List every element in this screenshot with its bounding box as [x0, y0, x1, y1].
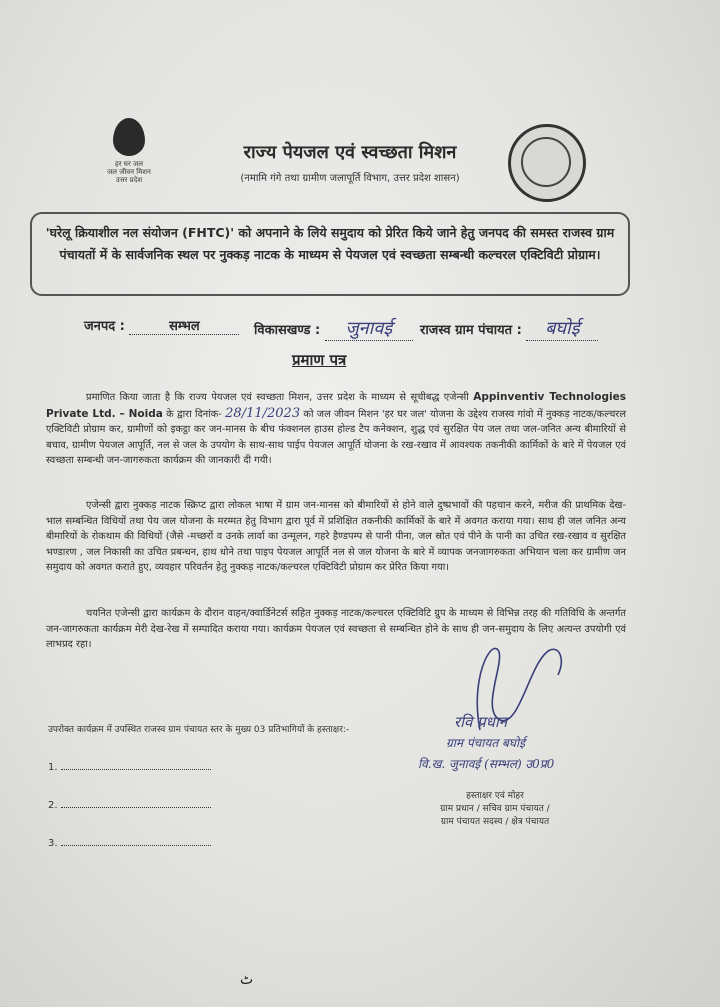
witness-signature-2	[61, 807, 211, 808]
witness-line-2	[48, 800, 211, 811]
signature-designation	[410, 790, 580, 829]
block-label: विकासखण्ड :	[254, 323, 321, 338]
village-value: बघोई	[526, 316, 598, 341]
district-value: सम्भल	[129, 316, 239, 335]
witness-number-2: 2.	[48, 800, 58, 811]
witness-number-1: 1.	[48, 762, 58, 773]
agency-name: Appinventiv Technologies Private Ltd. – Noida	[46, 391, 626, 420]
stamp-name: रवि प्रधान	[454, 713, 508, 731]
witness-number-3: 3.	[48, 838, 58, 849]
stamp-panchayat: ग्राम पंचायत बघोई	[446, 736, 525, 750]
mission-title: राज्य पेयजल एवं स्वच्छता मिशन	[243, 142, 457, 163]
para1-body: को जल जीवन मिशन 'हर घर जल' योजना के उद्देश्य राजस्व गांवो में नुक्कड़ नाटक/कल्चरल एक्टिविटी प्रोग्राम कर, ग्रामीणों को इकट्ठा कर जन-मानस के बीच फंक्शनल हाउस होल्ड टैप कनेक्शन, शुद्ध एवं सुरक्षित पेय जल तथा जल-जनित अन्य बीमारियों से बचाव, ग्रामीण पेयजल आपूर्ति, नल से जल के उपयोग के साथ-साथ पाईप पेयजल आपूर्ति योजना के रख-रखाव में आवश्यक तकनीकी कार्मिकों के बारे में पेयजल एवं स्वच्छता सम्बन्धी जन-जागरुकता कार्यक्रम की जानकारी दी गयी।	[46, 408, 626, 466]
witness-line-1	[48, 762, 211, 773]
footer-mark: ٹ	[240, 972, 254, 988]
paragraph-3: चयनित एजेन्सी द्वारा कार्यक्रम के दौरान वाहन/क्वार्डिनेटर्स सहित नुक्कड़ नाटक/कल्चरल एक्टिविटि ग्रुप के माध्यम से विभिन्न तरह की गतिविधि के अन्तर्गत जन-जागरुकता कार्यक्रम मेरी देख-रेख में सम्पादित कराया गया। कार्यक्रम पेयजल एवं स्वच्छता से सम्बन्धित होने के साथ ही जन-समुदाय के लिए अत्यन्त उपयोगी एवं लाभप्रद रहा।	[46, 608, 626, 650]
witness-signature-3	[61, 845, 211, 846]
village-label: राजस्व ग्राम पंचायत :	[420, 323, 522, 338]
water-drop-icon	[113, 118, 145, 156]
district-label: जनपद :	[84, 319, 125, 334]
designation-line-1: ग्राम प्रधान / सचिव ग्राम पंचायत /	[440, 804, 550, 814]
district-field	[84, 316, 239, 335]
village-field	[420, 316, 598, 341]
para1-intro: प्रमाणित किया जाता है कि राज्य पेयजल एवं स्वच्छता मिशन, उत्तर प्रदेश के माध्यम से सूचीबद्ध एजेन्सी	[86, 392, 469, 403]
logo-tagline: हर घर जल जल जीवन मिशन उत्तर प्रदेश	[107, 160, 151, 184]
witness-signature-1	[61, 769, 211, 770]
program-title-box: 'घरेलू क्रियाशील नल संयोजन (FHTC)' को अपनाने के लिये समुदाय को प्रेरित किये जाने हेतु जनपद की समस्त राजस्व ग्राम पंचायतों में के सार्वजनिक स्थल पर नुक्कड़ नाटक के माध्यम से पेयजल एवं स्वच्छता सम्बन्धी कल्चरल एक्टिविटी प्रोग्राम।	[30, 212, 630, 296]
jal-jeevan-mission-logo	[96, 118, 162, 198]
seal-emblem-icon	[521, 137, 571, 187]
program-date: 28/11/2023	[225, 405, 301, 421]
block-value: जुनावई	[325, 316, 413, 341]
witness-intro: उपरोक्त कार्यक्रम में उपस्थित राजस्व ग्राम पंचायत स्तर के मुख्य 03 प्रतिभागियों के हस्ताक्षर:-	[48, 725, 350, 735]
sign-and-seal-label: हस्ताक्षर एवं मोहर	[466, 791, 524, 801]
certificate-heading: प्रमाण पत्र	[292, 351, 347, 369]
up-government-seal	[508, 124, 586, 202]
stamp-block: वि.ख. जुनावई (सम्भल) उ0प्र0	[418, 757, 555, 771]
official-stamp	[418, 712, 578, 772]
block-field	[254, 316, 413, 341]
designation-line-2: ग्राम पंचायत सदस्य / क्षेत्र पंचायत	[440, 817, 550, 827]
paragraph-1	[46, 390, 626, 469]
paragraph-2: एजेन्सी द्वारा नुक्कड़ नाटक स्क्रिप्ट द्वारा लोकल भाषा में ग्राम जन-मानस को बीमारियों से होने वाले दुष्प्रभावों की पहचान करने, मरीज की प्राथमिक देख-भाल सम्बन्धित विधियों तथा पेय जल योजना के मरम्मत हेतु विभाग द्वारा पूर्व में प्रशिक्षित तकनीकी कार्मिकों के बारे में अवगत कराया गया। साथ ही जल जनित अन्य बीमारियों के रोकथाम की विधियों (जैसे -मच्छरों व उनके लार्वा का उन्मूलन, गहरे हैण्डपम्प से पानी पीना, जल स्रोत एवं पीने के पानी का उचित रख-रखाव व सुरक्षित भण्डारण , जल निकासी का उचित प्रबन्धन, हाथ धोने तथा पाइप पेयजल आपूर्ति नल से जल योजना के बारे में व्यापक जनजागरुकता अभियान चला कर ग्रामीण जन समुदाय को अवगत कराते हुए, व्यवहार परिवर्तन हेतु नुक्कड़ नाटक/कल्चरल एक्टिविटी प्रोग्राम कर प्रेरित किया गया।	[46, 500, 626, 573]
para1-date-label: के द्वारा दिनांक-	[166, 408, 222, 420]
mission-subtitle: (नमामि गंगे तथा ग्रामीण जलापूर्ति विभाग, उत्तर प्रदेश शासन)	[240, 173, 460, 184]
witness-line-3	[48, 838, 211, 849]
